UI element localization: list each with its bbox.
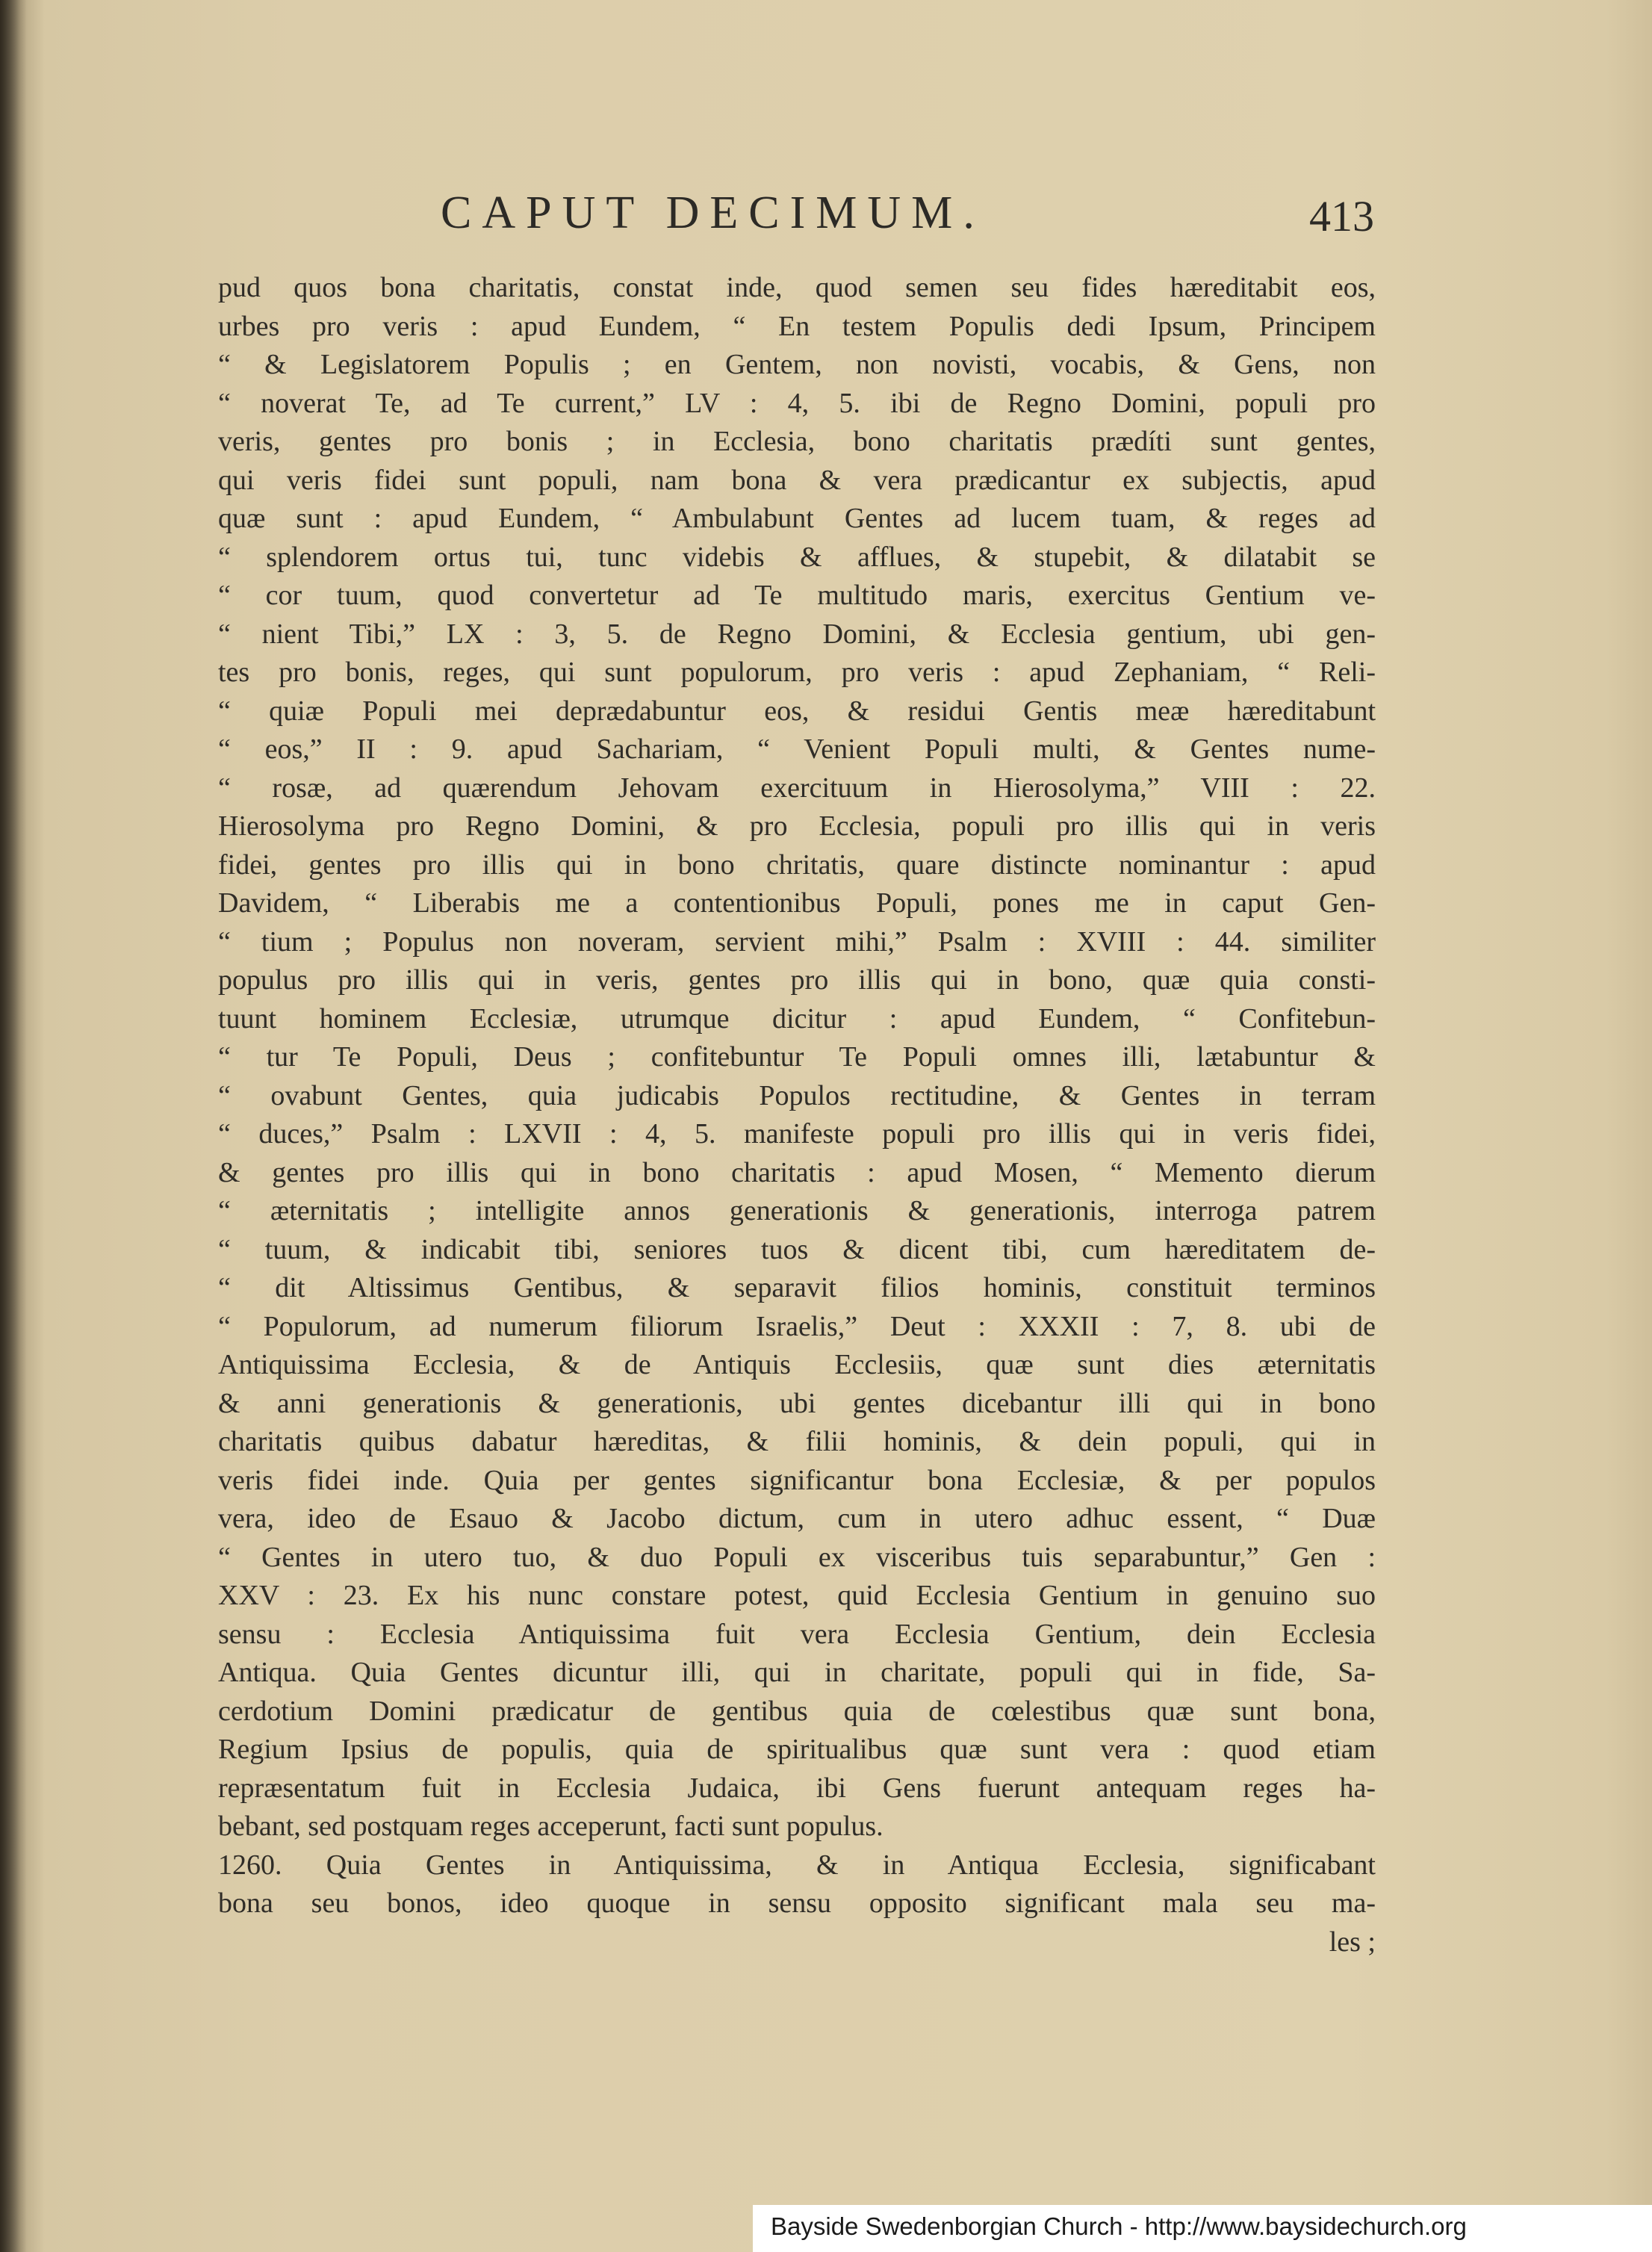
text-line: “ cor tuum, quod convertetur ad Te multitudo maris, exercitus Gentium ve- [218,580,1376,611]
text-line: cerdotium Domini prædicatur de gentibus quia de cœlestibus quæ sunt bona, [218,1695,1376,1727]
footer-banner [753,2205,1652,2252]
body-text [218,269,1376,1961]
text-line: “ dit Altissimus Gentibus, & separavit filios hominis, constituit terminos [218,1272,1376,1303]
text-line: sensu : Ecclesia Antiquissima fuit vera Ecclesia Gentium, dein Ecclesia [218,1618,1376,1650]
text-line: tuunt hominem Ecclesiæ, utrumque dicitur : apud Eundem, “ Confitebun- [218,1002,1376,1035]
text-line: “ duces,” Psalm : LXVII : 4, 5. manifeste populi pro illis qui in veris fidei, [218,1118,1376,1150]
text-line: veris fidei inde. Quia per gentes significantur bona Ecclesiæ, & per populos [218,1464,1376,1496]
page-header [217,187,1374,246]
text-line: qui veris fidei sunt populi, nam bona & vera prædicantur ex subjectis, apud [218,464,1376,496]
text-line: “ Populorum, ad numerum filiorum Israelis,” Deut : XXXII : 7, 8. ubi de [218,1310,1376,1342]
text-line: “ tium ; Populus non noveram, servient mihi,” Psalm : XVIII : 44. similiter [218,925,1376,958]
text-line: Regium Ipsius de populis, quia de spiritualibus quæ sunt vera : quod etiam [218,1734,1376,1765]
text-line: urbes pro veris : apud Eundem, “ En testem Populis dedi Ipsum, Principem [218,310,1376,342]
text-line: Antiquissima Ecclesia, & de Antiquis Ecclesiis, quæ sunt dies æternitatis [218,1349,1376,1380]
text-line: “ eos,” II : 9. apud Sachariam, “ Venient Populi multi, & Gentes nume- [218,733,1376,765]
text-line: “ ovabunt Gentes, quia judicabis Populos rectitudine, & Gentes in terram [218,1079,1376,1111]
running-title: CAPUT DECIMUM. [441,187,985,238]
text-line: Antiqua. Quia Gentes dicuntur illi, qui in charitate, populi qui in fide, Sa- [218,1657,1376,1688]
text-line: quæ sunt : apud Eundem, “ Ambulabunt Gentes ad lucem tuam, & reges ad [218,503,1376,534]
text-line: “ splendorem ortus tui, tunc videbis & afflues, & stupebit, & dilatabit se [218,541,1376,573]
text-line: fidei, gentes pro illis qui in bono chritatis, quare distincte nominantur : apud [218,849,1376,881]
text-line: Davidem, “ Liberabis me a contentionibus Populi, pones me in caput Gen- [218,887,1376,919]
text-line: “ noverat Te, ad Te current,” LV : 4, 5. ibi de Regno Domini, populi pro [218,387,1376,419]
text-line: XXV : 23. Ex his nunc constare potest, quid Ecclesia Gentium in genuino suo [218,1580,1376,1611]
text-line: tes pro bonis, reges, qui sunt populorum, pro veris : apud Zephaniam, “ Reli- [218,657,1376,688]
text-line: & anni generationis & generationis, ubi gentes dicebantur illi qui in bono [218,1387,1376,1419]
text-line: “ tuum, & indicabit tibi, seniores tuos & dicent tibi, cum hæreditatem de- [218,1233,1376,1265]
text-line: “ æternitatis ; intelligite annos generationis & generationis, interroga patrem [218,1195,1376,1226]
text-line: bona seu bonos, ideo quoque in sensu opposito significant mala seu ma- [218,1887,1376,1919]
paragraph-start-line: 1260. Quia Gentes in Antiquissima, & in Antiqua Ecclesia, significabant [218,1849,1376,1881]
text-line: & gentes pro illis qui in bono charitatis : apud Mosen, “ Memento dierum [218,1156,1376,1188]
text-line: “ nient Tibi,” LX : 3, 5. de Regno Domini, & Ecclesia gentium, ubi gen- [218,618,1376,650]
text-line: “ tur Te Populi, Deus ; confitebuntur Te Populi omnes illi, lætabuntur & [218,1041,1376,1073]
text-line: populus pro illis qui in veris, gentes pro illis qui in bono, quæ quia consti- [218,964,1376,996]
text-line: repræsentatum fuit in Ecclesia Judaica, ibi Gens fuerunt antequam reges ha- [218,1772,1376,1804]
text-line: Hierosolyma pro Regno Domini, & pro Ecclesia, populi pro illis qui in veris [218,810,1376,842]
text-line: “ quiæ Populi mei deprædabuntur eos, & residui Gentis meæ hæreditabunt [218,695,1376,727]
text-line: veris, gentes pro bonis ; in Ecclesia, bono charitatis prædíti sunt gentes, [218,426,1376,457]
text-line: pud quos bona charitatis, constat inde, quod semen seu fides hæreditabit eos, [218,272,1376,303]
text-line: “ rosæ, ad quærendum Jehovam exercituum in Hierosolyma,” VIII : 22. [218,772,1376,804]
text-line: vera, ideo de Esauo & Jacobo dictum, cum in utero adhuc essent, “ Duæ [218,1503,1376,1534]
footer-credit: Bayside Swedenborgian Church - http://www.baysidechurch.org [771,2212,1467,2240]
text-line: “ & Legislatorem Populis ; en Gentem, non novisti, vocabis, & Gens, non [218,349,1376,380]
gutter-shadow [0,0,27,2252]
page-number: 413 [1309,192,1374,241]
text-line: charitatis quibus dabatur hæreditas, & filii hominis, & dein populi, qui in [218,1426,1376,1457]
text-line: “ Gentes in utero tuo, & duo Populi ex visceribus tuis separabuntur,” Gen : [218,1541,1376,1573]
text-line: les ; [1329,1926,1376,1958]
text-line: bebant, sed postquam reges acceperunt, facti sunt populus. [218,1811,884,1842]
